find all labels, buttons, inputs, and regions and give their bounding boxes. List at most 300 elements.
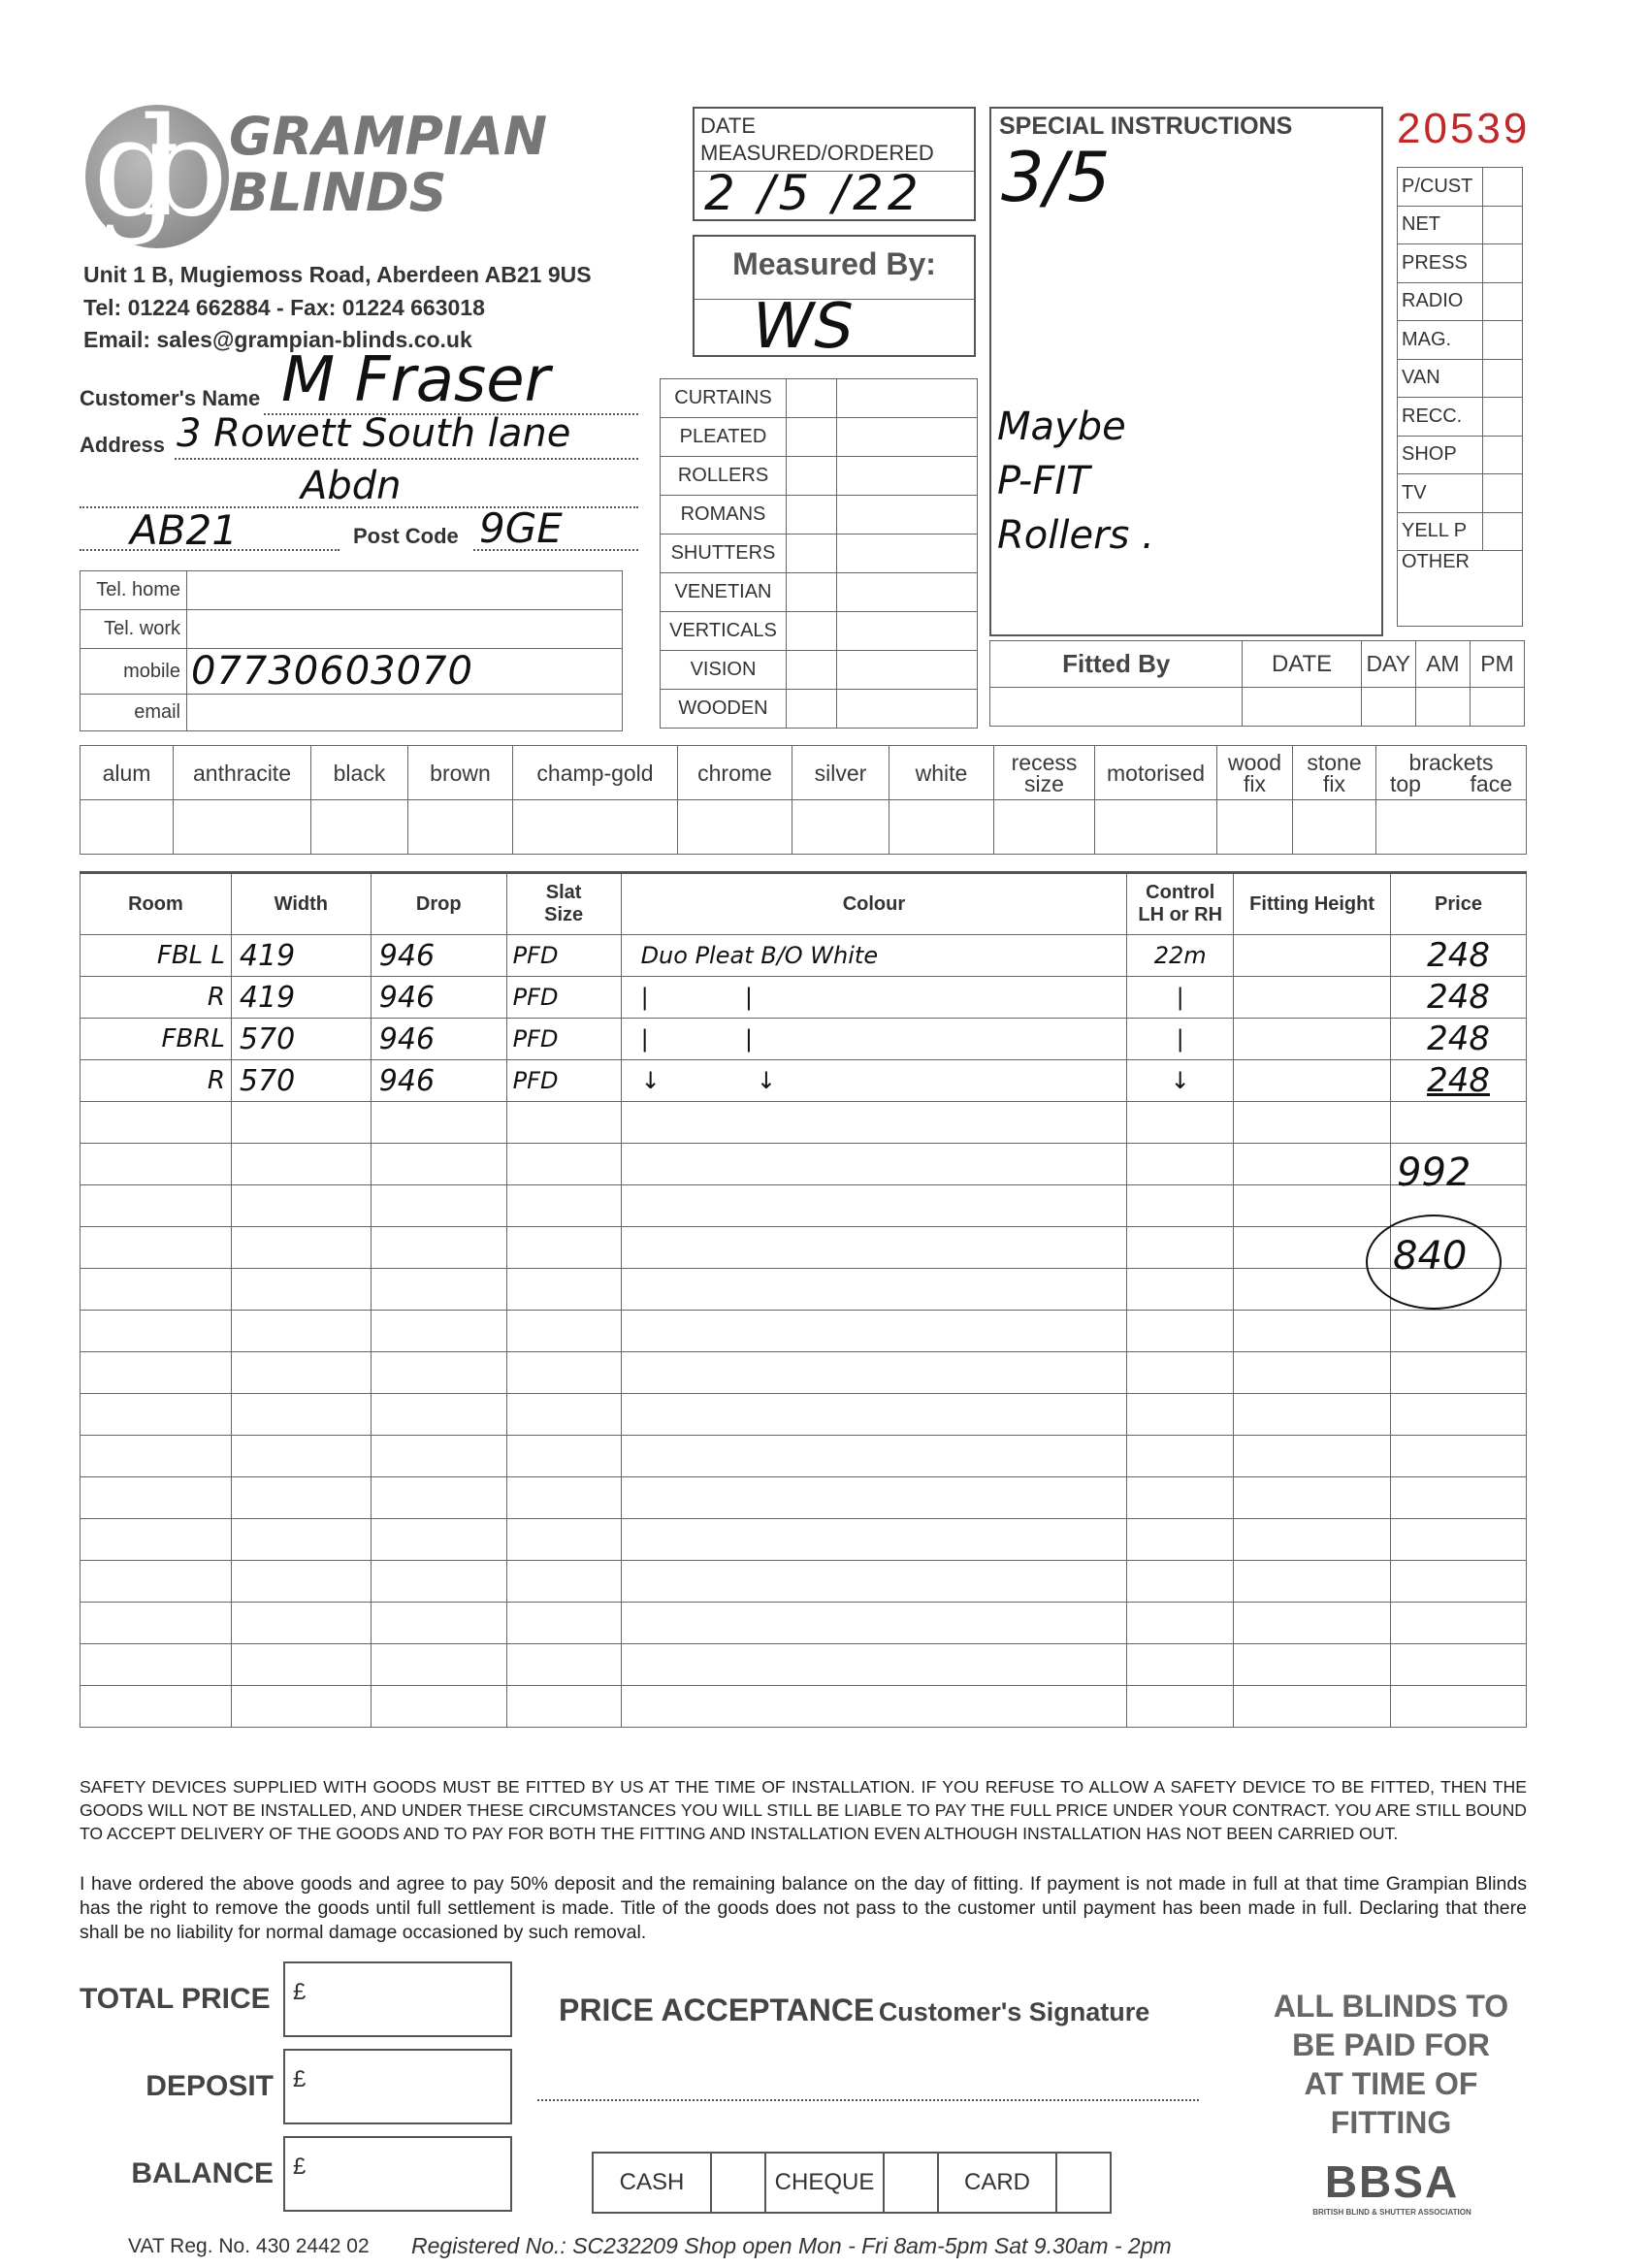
order-cell-drop[interactable] bbox=[371, 1227, 506, 1269]
measured-by-value[interactable]: WS bbox=[753, 291, 854, 363]
order-cell-fitting[interactable] bbox=[1234, 1269, 1391, 1311]
order-cell-slat[interactable] bbox=[506, 1436, 621, 1477]
order-cell-control[interactable]: | bbox=[1127, 1019, 1234, 1060]
order-cell-drop[interactable]: 946 bbox=[371, 1060, 506, 1102]
order-cell-fitting[interactable] bbox=[1234, 1603, 1391, 1644]
order-cell-room[interactable]: R bbox=[81, 977, 232, 1019]
order-cell-drop[interactable] bbox=[371, 1603, 506, 1644]
order-cell-colour[interactable] bbox=[621, 1561, 1127, 1603]
tel-work-value[interactable] bbox=[187, 610, 623, 649]
total-price-field[interactable]: £ bbox=[283, 1961, 512, 2037]
customer-name-label: Customer's Name bbox=[80, 386, 261, 410]
order-row bbox=[81, 1269, 1527, 1311]
special-instructions-notes[interactable] bbox=[997, 400, 1154, 563]
fitted-date-value[interactable] bbox=[1243, 688, 1361, 727]
order-cell-room[interactable] bbox=[81, 1269, 232, 1311]
order-cell-control[interactable]: 22m bbox=[1127, 935, 1234, 977]
order-cell-width[interactable]: 419 bbox=[231, 977, 371, 1019]
header-control: Control LH or RH bbox=[1127, 873, 1234, 935]
finish-tick[interactable] bbox=[174, 800, 311, 855]
product-label: ROLLERS bbox=[661, 457, 787, 496]
order-cell-slat[interactable]: PFD bbox=[506, 935, 621, 977]
order-cell-price[interactable] bbox=[1391, 1352, 1527, 1394]
fitted-day-label: DAY bbox=[1361, 641, 1415, 688]
order-cell-room[interactable] bbox=[81, 1644, 232, 1686]
address-value-1[interactable]: 3 Rowett South lane bbox=[177, 411, 571, 456]
special-instructions-label: SPECIAL INSTRUCTIONS bbox=[999, 113, 1293, 140]
order-cell-colour[interactable] bbox=[621, 1603, 1127, 1644]
source-tick[interactable] bbox=[1483, 474, 1523, 513]
header-width: Width bbox=[231, 873, 371, 935]
order-cell-colour[interactable] bbox=[621, 1644, 1127, 1686]
fitted-pm-value[interactable] bbox=[1470, 688, 1524, 727]
order-cell-fitting[interactable] bbox=[1234, 1311, 1391, 1352]
header-fitting-height: Fitting Height bbox=[1234, 873, 1391, 935]
order-cell-width[interactable]: 570 bbox=[231, 1060, 371, 1102]
source-label: VAN bbox=[1398, 359, 1483, 398]
order-cell-price[interactable] bbox=[1391, 1644, 1527, 1686]
order-cell-control[interactable] bbox=[1127, 1686, 1234, 1728]
agreement-text: I have ordered the above goods and agree to pay 50% deposit and the remaining balance on the day of fitting. If payment is not made in full at that time Grampian Blinds has the right to remove the goods until full settlement is made. Title of the goods does not pass to the customer until payment has been made in full. Declaring that there shall be no liability for normal damage occasioned by such removal. bbox=[80, 1873, 1527, 1943]
fitted-table bbox=[989, 640, 1525, 727]
final-price-value: 840 bbox=[1393, 1234, 1468, 1279]
order-cell-slat[interactable] bbox=[506, 1603, 621, 1644]
order-cell-slat[interactable] bbox=[506, 1644, 621, 1686]
order-row bbox=[81, 1227, 1527, 1269]
order-cell-room[interactable] bbox=[81, 1102, 232, 1144]
date-label-2: MEASURED/ORDERED bbox=[700, 141, 934, 165]
order-cell-fitting[interactable] bbox=[1234, 1060, 1391, 1102]
price-acceptance-title: PRICE ACCEPTANCE bbox=[559, 1993, 875, 2027]
product-tick[interactable] bbox=[787, 379, 837, 418]
finish-header: black bbox=[311, 746, 408, 800]
order-cell-control[interactable] bbox=[1127, 1644, 1234, 1686]
address-label: Address bbox=[80, 433, 166, 457]
order-cell-width[interactable] bbox=[231, 1311, 371, 1352]
finish-tick[interactable] bbox=[513, 800, 678, 855]
source-label: P/CUST bbox=[1398, 168, 1483, 207]
order-cell-colour[interactable] bbox=[621, 1144, 1127, 1185]
source-tick[interactable] bbox=[1483, 512, 1523, 551]
order-cell-colour[interactable]: | | bbox=[621, 1019, 1127, 1060]
address-value-2[interactable]: Abdn bbox=[301, 464, 402, 508]
cheque-checkbox[interactable] bbox=[884, 2153, 938, 2213]
order-cell-colour[interactable] bbox=[621, 1519, 1127, 1561]
product-notes[interactable] bbox=[837, 379, 978, 418]
balance-field[interactable]: £ bbox=[283, 2136, 512, 2212]
order-cell-drop[interactable] bbox=[371, 1686, 506, 1728]
order-row bbox=[81, 1519, 1527, 1561]
product-tick[interactable] bbox=[787, 496, 837, 535]
order-cell-slat[interactable] bbox=[506, 1686, 621, 1728]
order-lines-table bbox=[80, 871, 1527, 1728]
special-instructions-box bbox=[989, 107, 1383, 636]
order-cell-slat[interactable] bbox=[506, 1102, 621, 1144]
order-cell-width[interactable]: 419 bbox=[231, 935, 371, 977]
order-cell-colour[interactable]: | | bbox=[621, 977, 1127, 1019]
order-cell-control[interactable] bbox=[1127, 1352, 1234, 1394]
contact-table bbox=[80, 570, 623, 731]
order-cell-slat[interactable]: PFD bbox=[506, 1060, 621, 1102]
address-line-1 bbox=[175, 458, 638, 460]
address-value-3[interactable]: AB21 bbox=[130, 506, 238, 554]
order-cell-control[interactable] bbox=[1127, 1185, 1234, 1227]
order-cell-width[interactable] bbox=[231, 1436, 371, 1477]
order-cell-fitting[interactable] bbox=[1234, 1436, 1391, 1477]
order-row bbox=[81, 1603, 1527, 1644]
cash-label: CASH bbox=[593, 2153, 711, 2213]
finish-header: motorised bbox=[1095, 746, 1217, 800]
order-cell-price[interactable] bbox=[1391, 1561, 1527, 1603]
order-cell-width[interactable] bbox=[231, 1644, 371, 1686]
source-tick[interactable] bbox=[1483, 436, 1523, 474]
fitted-by-value[interactable] bbox=[990, 688, 1243, 727]
finish-tick[interactable] bbox=[1095, 800, 1217, 855]
order-cell-room[interactable] bbox=[81, 1227, 232, 1269]
order-cell-room[interactable] bbox=[81, 1686, 232, 1728]
company-name-line1: GRAMPIAN bbox=[229, 106, 548, 167]
source-label: RECC. bbox=[1398, 398, 1483, 437]
postcode-value[interactable]: 9GE bbox=[479, 504, 563, 552]
order-cell-colour[interactable]: ↓ ↓ bbox=[621, 1060, 1127, 1102]
finish-tick[interactable] bbox=[1293, 800, 1376, 855]
order-cell-width[interactable] bbox=[231, 1603, 371, 1644]
deposit-label: DEPOSIT bbox=[146, 2070, 274, 2102]
source-table bbox=[1397, 167, 1523, 627]
tel-home-value[interactable] bbox=[187, 571, 623, 610]
order-cell-width[interactable] bbox=[231, 1686, 371, 1728]
order-cell-drop[interactable] bbox=[371, 1352, 506, 1394]
order-row bbox=[81, 1019, 1527, 1060]
order-cell-price[interactable] bbox=[1391, 1394, 1527, 1436]
special-note-2: P-FIT bbox=[997, 459, 1090, 503]
order-cell-control[interactable]: ↓ bbox=[1127, 1060, 1234, 1102]
order-cell-room[interactable] bbox=[81, 1519, 232, 1561]
source-label: RADIO bbox=[1398, 282, 1483, 321]
source-tick[interactable] bbox=[1483, 359, 1523, 398]
order-cell-control[interactable] bbox=[1127, 1519, 1234, 1561]
order-cell-control[interactable] bbox=[1127, 1269, 1234, 1311]
product-notes[interactable] bbox=[837, 496, 978, 535]
email-label: email bbox=[81, 695, 187, 731]
tel-work-label: Tel. work bbox=[81, 610, 187, 649]
order-cell-drop[interactable] bbox=[371, 1269, 506, 1311]
header-slat-size: Slat Size bbox=[506, 873, 621, 935]
bbsa-logo-text: BBSA bbox=[1324, 2156, 1460, 2207]
order-cell-slat[interactable] bbox=[506, 1227, 621, 1269]
finish-tick[interactable] bbox=[408, 800, 513, 855]
order-cell-control[interactable] bbox=[1127, 1561, 1234, 1603]
order-cell-colour[interactable] bbox=[621, 1185, 1127, 1227]
bbsa-caption: BRITISH BLIND & SHUTTER ASSOCIATION bbox=[1312, 2208, 1471, 2217]
date-box bbox=[693, 107, 976, 221]
order-cell-width[interactable] bbox=[231, 1144, 371, 1185]
order-cell-fitting[interactable] bbox=[1234, 1394, 1391, 1436]
order-cell-fitting[interactable] bbox=[1234, 1686, 1391, 1728]
order-cell-slat[interactable] bbox=[506, 1352, 621, 1394]
product-notes[interactable] bbox=[837, 690, 978, 729]
order-cell-colour[interactable] bbox=[621, 1394, 1127, 1436]
order-cell-fitting[interactable] bbox=[1234, 1352, 1391, 1394]
order-cell-fitting[interactable] bbox=[1234, 1102, 1391, 1144]
order-cell-control[interactable] bbox=[1127, 1311, 1234, 1352]
price-acceptance bbox=[559, 1993, 1149, 2028]
product-notes[interactable] bbox=[837, 573, 978, 612]
order-row bbox=[81, 1144, 1527, 1185]
source-label: PRESS bbox=[1398, 244, 1483, 283]
order-row bbox=[81, 1477, 1527, 1519]
order-cell-colour[interactable] bbox=[621, 1686, 1127, 1728]
brackets-header: brackets top face bbox=[1376, 746, 1527, 800]
order-cell-colour[interactable] bbox=[621, 1227, 1127, 1269]
signature-line[interactable] bbox=[537, 2099, 1199, 2101]
order-cell-fitting[interactable] bbox=[1234, 1144, 1391, 1185]
order-cell-price[interactable] bbox=[1391, 1603, 1527, 1644]
order-cell-price[interactable]: 248 bbox=[1391, 1019, 1527, 1060]
card-checkbox[interactable] bbox=[1056, 2153, 1111, 2213]
order-cell-room[interactable] bbox=[81, 1436, 232, 1477]
order-cell-drop[interactable] bbox=[371, 1519, 506, 1561]
order-cell-colour[interactable] bbox=[621, 1269, 1127, 1311]
product-tick[interactable] bbox=[787, 612, 837, 651]
source-tick[interactable] bbox=[1483, 244, 1523, 283]
cash-checkbox[interactable] bbox=[711, 2153, 765, 2213]
order-cell-width[interactable]: 570 bbox=[231, 1019, 371, 1060]
source-tick[interactable] bbox=[1483, 168, 1523, 207]
order-cell-fitting[interactable] bbox=[1234, 1644, 1391, 1686]
order-cell-room[interactable] bbox=[81, 1144, 232, 1185]
order-cell-colour[interactable] bbox=[621, 1102, 1127, 1144]
finish-header: anthracite bbox=[174, 746, 311, 800]
order-cell-drop[interactable] bbox=[371, 1311, 506, 1352]
order-cell-control[interactable] bbox=[1127, 1436, 1234, 1477]
order-cell-fitting[interactable] bbox=[1234, 977, 1391, 1019]
source-label: YELL P bbox=[1398, 512, 1483, 551]
notice-line-4: FITTING bbox=[1330, 2105, 1452, 2140]
order-cell-drop[interactable]: 946 bbox=[371, 1019, 506, 1060]
product-tick[interactable] bbox=[787, 651, 837, 690]
order-cell-drop[interactable]: 946 bbox=[371, 977, 506, 1019]
order-cell-drop[interactable] bbox=[371, 1144, 506, 1185]
brackets-tick[interactable] bbox=[1376, 800, 1527, 855]
source-label: NET bbox=[1398, 206, 1483, 244]
order-cell-colour[interactable] bbox=[621, 1477, 1127, 1519]
order-cell-price[interactable] bbox=[1391, 1686, 1527, 1728]
fitted-day-value[interactable] bbox=[1361, 688, 1415, 727]
product-notes[interactable] bbox=[837, 535, 978, 573]
order-cell-width[interactable] bbox=[231, 1561, 371, 1603]
order-cell-slat[interactable]: PFD bbox=[506, 977, 621, 1019]
order-cell-drop[interactable] bbox=[371, 1477, 506, 1519]
order-cell-fitting[interactable] bbox=[1234, 1019, 1391, 1060]
order-cell-price[interactable] bbox=[1391, 1477, 1527, 1519]
finish-tick[interactable] bbox=[1217, 800, 1293, 855]
order-cell-control[interactable] bbox=[1127, 1102, 1234, 1144]
order-cell-slat[interactable] bbox=[506, 1311, 621, 1352]
order-cell-fitting[interactable] bbox=[1234, 1561, 1391, 1603]
order-cell-price[interactable]: 248 bbox=[1391, 1060, 1527, 1102]
notice-line-3: AT TIME OF bbox=[1304, 2066, 1478, 2101]
order-cell-room[interactable] bbox=[81, 1352, 232, 1394]
finish-header: champ-gold bbox=[513, 746, 678, 800]
order-cell-slat[interactable] bbox=[506, 1561, 621, 1603]
safety-notice: SAFETY DEVICES SUPPLIED WITH GOODS MUST BE FITTED BY US AT THE TIME OF INSTALLATION. IF YOU REFUSE TO ALLOW A SAFETY DEVICE TO BE FITTED, THEN THE GOODS WILL NOT BE INSTALLED, AND UNDER THESE CIRCUMSTANCES YOU WILL STILL BE LIABLE TO PAY THE FULL PRICE UNDER YOUR CONTRACT. YOU ARE STILL BOUND TO ACCEPT DELIVERY OF THE GOODS AND TO PAY FOR BOTH THE FITTING AND INSTALLATION EVEN ALTHOUGH INSTALLATION HAS NOT BEEN CARRIED OUT. bbox=[80, 1777, 1527, 1843]
mobile-value[interactable]: 07730603070 bbox=[187, 649, 623, 695]
order-cell-colour[interactable] bbox=[621, 1352, 1127, 1394]
order-cell-room[interactable]: R bbox=[81, 1060, 232, 1102]
order-cell-fitting[interactable] bbox=[1234, 1519, 1391, 1561]
order-cell-fitting[interactable] bbox=[1234, 1185, 1391, 1227]
finish-header: recess size bbox=[994, 746, 1095, 800]
order-cell-room[interactable]: FBL L bbox=[81, 935, 232, 977]
source-tick[interactable] bbox=[1483, 321, 1523, 360]
product-notes[interactable] bbox=[837, 612, 978, 651]
header-colour: Colour bbox=[621, 873, 1127, 935]
order-cell-room[interactable] bbox=[81, 1561, 232, 1603]
order-cell-price[interactable] bbox=[1391, 1102, 1527, 1144]
order-cell-slat[interactable]: PFD bbox=[506, 1019, 621, 1060]
order-cell-slat[interactable] bbox=[506, 1519, 621, 1561]
order-cell-drop[interactable] bbox=[371, 1644, 506, 1686]
order-cell-price[interactable] bbox=[1391, 1436, 1527, 1477]
order-row bbox=[81, 1311, 1527, 1352]
product-label: VERTICALS bbox=[661, 612, 787, 651]
finish-header: stone fix bbox=[1293, 746, 1376, 800]
subtotal-value: 992 bbox=[1397, 1150, 1471, 1195]
fitted-am-label: AM bbox=[1415, 641, 1470, 688]
order-cell-slat[interactable] bbox=[506, 1394, 621, 1436]
order-cell-width[interactable] bbox=[231, 1269, 371, 1311]
payment-methods bbox=[592, 2152, 1112, 2214]
source-tick[interactable] bbox=[1483, 282, 1523, 321]
product-tick[interactable] bbox=[787, 573, 837, 612]
tel-home-label: Tel. home bbox=[81, 571, 187, 610]
order-cell-slat[interactable] bbox=[506, 1269, 621, 1311]
product-type-table bbox=[660, 378, 978, 729]
company-name-line2: BLINDS bbox=[229, 162, 447, 223]
order-cell-room[interactable] bbox=[81, 1311, 232, 1352]
order-cell-control[interactable] bbox=[1127, 1144, 1234, 1185]
order-cell-drop[interactable] bbox=[371, 1185, 506, 1227]
order-cell-slat[interactable] bbox=[506, 1185, 621, 1227]
order-cell-control[interactable] bbox=[1127, 1227, 1234, 1269]
customer-name-value[interactable]: M Fraser bbox=[281, 344, 550, 416]
finish-header: silver bbox=[792, 746, 889, 800]
order-cell-room[interactable] bbox=[81, 1394, 232, 1436]
order-cell-control[interactable] bbox=[1127, 1603, 1234, 1644]
order-cell-price[interactable] bbox=[1391, 1519, 1527, 1561]
product-label: VENETIAN bbox=[661, 573, 787, 612]
product-tick[interactable] bbox=[787, 457, 837, 496]
finish-header: chrome bbox=[678, 746, 792, 800]
product-tick[interactable] bbox=[787, 535, 837, 573]
finish-tick[interactable] bbox=[792, 800, 889, 855]
date-label-1: DATE bbox=[700, 113, 757, 138]
order-cell-room[interactable] bbox=[81, 1603, 232, 1644]
source-tick[interactable] bbox=[1483, 398, 1523, 437]
product-notes[interactable] bbox=[837, 457, 978, 496]
order-cell-width[interactable] bbox=[231, 1394, 371, 1436]
order-cell-colour[interactable] bbox=[621, 1436, 1127, 1477]
product-notes[interactable] bbox=[837, 651, 978, 690]
order-cell-drop[interactable] bbox=[371, 1102, 506, 1144]
product-label: WOODEN bbox=[661, 690, 787, 729]
order-cell-slat[interactable] bbox=[506, 1477, 621, 1519]
order-cell-slat[interactable] bbox=[506, 1144, 621, 1185]
order-cell-drop[interactable] bbox=[371, 1561, 506, 1603]
order-cell-price[interactable]: 248 bbox=[1391, 977, 1527, 1019]
order-cell-price[interactable]: 248 bbox=[1391, 935, 1527, 977]
date-value[interactable]: 2 /5 /22 bbox=[704, 165, 922, 221]
order-row bbox=[81, 1561, 1527, 1603]
finish-tick[interactable] bbox=[678, 800, 792, 855]
order-cell-drop[interactable]: 946 bbox=[371, 935, 506, 977]
measured-by-box bbox=[693, 235, 976, 363]
company-name bbox=[229, 106, 548, 223]
order-cell-colour[interactable] bbox=[621, 1311, 1127, 1352]
balance-label: BALANCE bbox=[131, 2157, 274, 2189]
product-notes[interactable] bbox=[837, 418, 978, 457]
fitted-by-label: Fitted By bbox=[990, 641, 1243, 688]
order-cell-width[interactable] bbox=[231, 1477, 371, 1519]
product-label: CURTAINS bbox=[661, 379, 787, 418]
product-tick[interactable] bbox=[787, 690, 837, 729]
finish-table bbox=[80, 745, 1527, 855]
order-cell-fitting[interactable] bbox=[1234, 935, 1391, 977]
finish-header: brown bbox=[408, 746, 513, 800]
finish-tick[interactable] bbox=[994, 800, 1095, 855]
finish-tick[interactable] bbox=[81, 800, 174, 855]
company-tel-fax: Tel: 01224 662884 - Fax: 01224 663018 bbox=[83, 295, 485, 320]
fitted-date-label: DATE bbox=[1243, 641, 1361, 688]
order-cell-room[interactable]: FBRL bbox=[81, 1019, 232, 1060]
order-cell-width[interactable] bbox=[231, 1519, 371, 1561]
order-cell-drop[interactable] bbox=[371, 1436, 506, 1477]
deposit-field[interactable]: £ bbox=[283, 2049, 512, 2124]
product-label: VISION bbox=[661, 651, 787, 690]
order-cell-width[interactable] bbox=[231, 1227, 371, 1269]
fitted-am-value[interactable] bbox=[1415, 688, 1470, 727]
order-cell-colour[interactable]: Duo Pleat B/O White bbox=[621, 935, 1127, 977]
order-cell-control[interactable]: | bbox=[1127, 977, 1234, 1019]
product-label: SHUTTERS bbox=[661, 535, 787, 573]
order-cell-width[interactable] bbox=[231, 1185, 371, 1227]
order-cell-width[interactable] bbox=[231, 1352, 371, 1394]
order-cell-price[interactable] bbox=[1391, 1311, 1527, 1352]
fitted-pm-label: PM bbox=[1470, 641, 1524, 688]
order-cell-room[interactable] bbox=[81, 1185, 232, 1227]
finish-tick[interactable] bbox=[889, 800, 994, 855]
order-cell-fitting[interactable] bbox=[1234, 1477, 1391, 1519]
order-cell-width[interactable] bbox=[231, 1102, 371, 1144]
company-email: Email: sales@grampian-blinds.co.uk bbox=[83, 327, 472, 352]
finish-tick[interactable] bbox=[311, 800, 408, 855]
order-cell-control[interactable] bbox=[1127, 1477, 1234, 1519]
email-value[interactable] bbox=[187, 695, 623, 731]
product-tick[interactable] bbox=[787, 418, 837, 457]
order-row bbox=[81, 935, 1527, 977]
special-instructions-value[interactable]: 3/5 bbox=[1001, 138, 1111, 217]
order-cell-drop[interactable] bbox=[371, 1394, 506, 1436]
notice-line-2: BE PAID FOR bbox=[1292, 2027, 1490, 2062]
order-cell-room[interactable] bbox=[81, 1477, 232, 1519]
source-tick[interactable] bbox=[1483, 206, 1523, 244]
header-price: Price bbox=[1391, 873, 1527, 935]
postcode-label: Post Code bbox=[353, 524, 459, 548]
order-cell-control[interactable] bbox=[1127, 1394, 1234, 1436]
order-row bbox=[81, 1102, 1527, 1144]
header-room: Room bbox=[81, 873, 232, 935]
